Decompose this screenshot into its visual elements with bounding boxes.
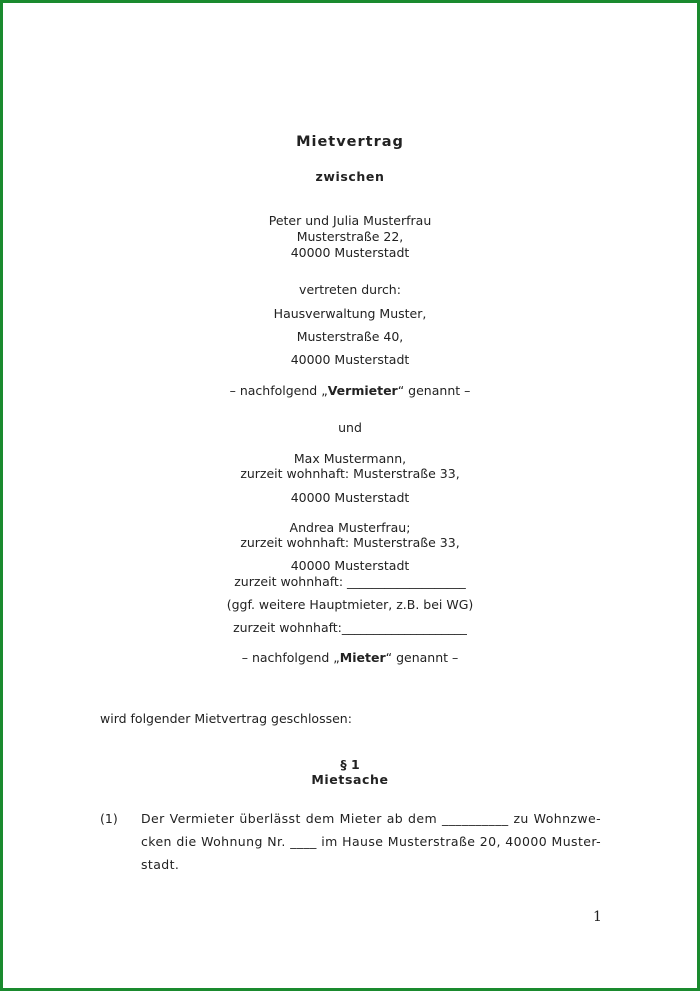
tenant1-name: Max Mustermann, xyxy=(293,451,407,466)
document-title: Mietvertrag xyxy=(296,134,404,150)
tenant2-address: zurzeit wohnhaft: Musterstraße 33, xyxy=(240,535,460,550)
landlord-city: 40000 Musterstadt xyxy=(290,245,410,260)
tenant2-name: Andrea Musterfrau; xyxy=(289,520,411,535)
section-number: § 1 xyxy=(340,757,360,772)
extra-tenant-line-2: zurzeit wohnhaft:____________________ xyxy=(233,620,467,635)
agent-city: 40000 Musterstadt xyxy=(290,352,410,367)
contract-intro: wird folgender Mietvertrag geschlossen: xyxy=(100,711,352,726)
page-number: 1 xyxy=(593,909,602,925)
tenant2-city: 40000 Musterstadt xyxy=(290,558,410,573)
section-heading: Mietsache xyxy=(311,772,389,787)
agent-street: Musterstraße 40, xyxy=(296,329,404,344)
paragraph-number: (1) xyxy=(100,811,118,826)
tenant-designation: – nachfolgend „Mieter“ genannt – xyxy=(241,650,459,665)
paragraph-line: cken die Wohnung Nr. ____ im Hause Musterstraße 20, 40000 Muster- xyxy=(141,834,601,849)
tenant1-city: 40000 Musterstadt xyxy=(290,490,410,505)
landlord-name: Peter und Julia Musterfrau xyxy=(268,213,432,228)
landlord-street: Musterstraße 22, xyxy=(296,229,404,244)
agent-name: Hausverwaltung Muster, xyxy=(273,306,427,321)
landlord-term: Vermieter xyxy=(327,383,398,398)
between-label: zwischen xyxy=(315,169,385,184)
section-paragraph xyxy=(141,807,601,876)
tenant1-address: zurzeit wohnhaft: Musterstraße 33, xyxy=(240,466,460,481)
paragraph-line: stadt. xyxy=(141,857,180,872)
landlord-designation: – nachfolgend „Vermieter“ genannt – xyxy=(229,383,471,398)
and-label: und xyxy=(338,420,362,435)
paragraph-line: Der Vermieter überlässt dem Mieter ab dem __________ zu Wohnzwe- xyxy=(141,811,601,826)
extra-tenant-line-1: zurzeit wohnhaft: ___________________ xyxy=(234,574,466,589)
extra-tenant-note: (ggf. weitere Hauptmieter, z.B. bei WG) xyxy=(226,597,474,612)
represented-by-label: vertreten durch: xyxy=(299,282,401,297)
tenant-term: Mieter xyxy=(339,650,386,665)
